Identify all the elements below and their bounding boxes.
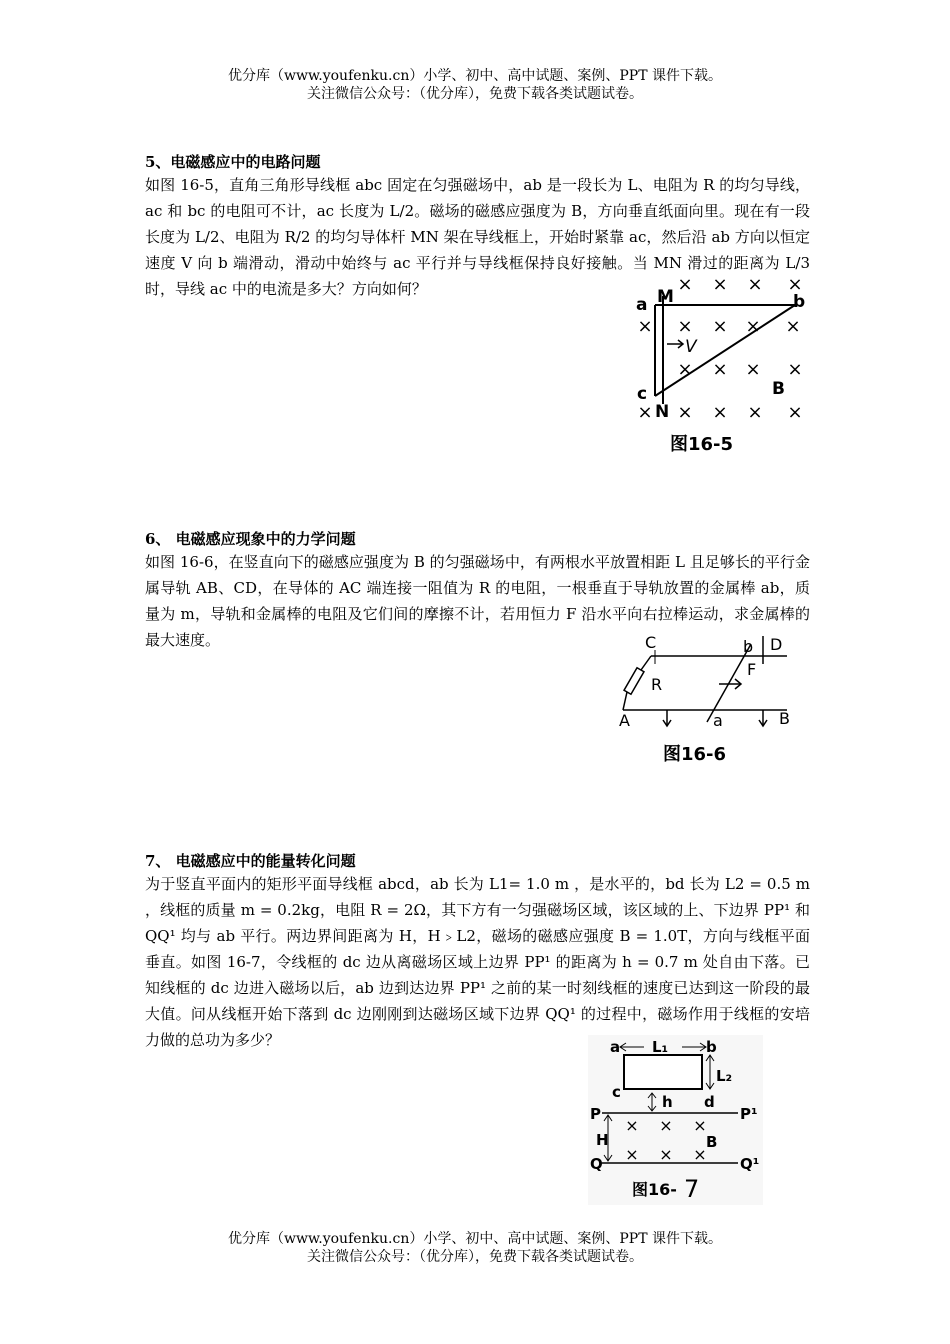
figure-16-7-caption-number: 7 xyxy=(684,1175,700,1203)
label-b: b xyxy=(743,637,754,656)
label-a: a xyxy=(713,711,723,730)
label-B: B xyxy=(706,1133,718,1151)
label-a: a xyxy=(610,1038,621,1056)
header-line-2: 关注微信公众号：（优分库），免费下载各类试题试卷。 xyxy=(307,86,643,102)
label-b: b xyxy=(793,292,806,312)
label-F: F xyxy=(747,660,757,679)
label-b: b xyxy=(706,1038,717,1056)
label-V: V xyxy=(685,337,697,357)
field-cross: × xyxy=(745,359,761,380)
section-7-body: 为于竖直平面内的矩形平面导线框 abcd，ab 长为 L1= 1.0 m ，是水平的，bd 长为 L2 = 0.5 m ，线框的质量 m = 0.2kg，电阻 R = 2Ω，其下方有一匀强磁场区域，该区域的上、下边界 PP¹ 和 QQ¹ 均与 ab 平行。两边界间距离为 H，H﹥L2，磁场的磁感应强度 B = 1.0T，方向与线框平面垂直。如图 16-7，令线框的 dc 边从离磁场区域上边界 PP¹ 的距离为 h = 0.7 m 处自由下落。已知线框的 dc 边进入磁场以后，ab 边到达边界 PP¹ 之前的某一时刻线框的速度已达到这一阶段的最大值。问从线框开始下落到 dc 边刚刚到达磁场区域下边界 QQ¹ 的过程中，磁场作用于线框的安培力做的总功为多少？ xyxy=(145,875,810,1049)
label-C: C xyxy=(645,633,657,652)
field-cross: × xyxy=(745,316,761,337)
field-cross: × xyxy=(677,274,693,295)
header-line-1: 优分库（www.youfenku.cn）小学、初中、高中试题、案例、PPT 课件下载。 xyxy=(227,68,722,84)
field-cross: × xyxy=(785,316,801,337)
label-c: c xyxy=(612,1083,621,1101)
field-cross: × xyxy=(712,359,728,380)
field-cross: × xyxy=(693,1145,707,1164)
label-Q: Q xyxy=(590,1155,603,1173)
field-cross: × xyxy=(747,402,763,423)
label-P1: P¹ xyxy=(740,1105,758,1123)
label-Q1: Q¹ xyxy=(740,1155,760,1173)
field-cross: × xyxy=(747,274,763,295)
figure-16-7 xyxy=(588,1035,763,1205)
field-cross: × xyxy=(625,1116,639,1135)
label-A: A xyxy=(619,711,630,730)
figure-16-7-caption-prefix: 图16- xyxy=(632,1180,677,1199)
field-cross: × xyxy=(693,1116,707,1135)
field-cross: × xyxy=(712,316,728,337)
field-cross: × xyxy=(659,1145,673,1164)
field-cross: × xyxy=(677,316,693,337)
section-6-title: 6、 电磁感应现象中的力学问题 xyxy=(145,530,356,548)
label-R: R xyxy=(651,675,663,694)
label-B: B xyxy=(779,709,790,728)
label-a: a xyxy=(636,295,648,315)
footer-line-2: 关注微信公众号：（优分库），免费下载各类试题试卷。 xyxy=(307,1249,643,1265)
label-L1: L₁ xyxy=(652,1038,669,1056)
section-7-title: 7、 电磁感应中的能量转化问题 xyxy=(145,852,356,870)
field-cross: × xyxy=(787,359,803,380)
figure-16-5 xyxy=(625,272,815,457)
label-M: M xyxy=(657,287,674,307)
section-5-title: 5、电磁感应中的电路问题 xyxy=(145,153,321,171)
field-cross: × xyxy=(637,402,653,423)
footer-line-1: 优分库（www.youfenku.cn）小学、初中、高中试题、案例、PPT 课件下载。 xyxy=(227,1231,722,1247)
section-6-body: 如图 16-6，在竖直向下的磁感应强度为 B 的匀强磁场中，有两根水平放置相距 L 且足够长的平行金属导轨 AB、CD，在导体的 AC 端连接一阻值为 R 的电阻，一根垂直于导轨放置的金属棒 ab，质量为 m，导轨和金属棒的电阻及它们间的摩擦不计，若用恒力 F 沿水平向右拉棒运动，求金属棒的最大速度。 xyxy=(145,553,810,649)
section-5-body: 如图 16-5，直角三角形导线框 abc 固定在匀强磁场中，ab 是一段长为 L、电阻为 R 的均匀导线，ac 和 bc 的电阻可不计，ac 长度为 L/2。磁场的磁感应强度为 B，方向垂直纸面向里。现在有一段长度为 L/2、电阻为 R/2 的均匀导体杆 MN 架在导线框上，开始时紧靠 ac，然后沿 ab 方向以恒定速度 V 向 b 端滑动，滑动中始终与 ac 平行并与导线框保持良好接触。当 MN 滑过的距离为 L/3 时，导线 ac 中的电流是多大？方向如何？ xyxy=(145,176,810,298)
label-N: N xyxy=(655,402,670,422)
figure-16-6 xyxy=(615,630,805,770)
field-cross: × xyxy=(677,359,693,380)
field-cross: × xyxy=(637,316,653,337)
field-cross: × xyxy=(712,402,728,423)
field-cross: × xyxy=(712,274,728,295)
label-L2: L₂ xyxy=(716,1067,733,1085)
figure-16-5-caption: 图16-5 xyxy=(670,434,734,455)
label-c: c xyxy=(637,384,648,404)
label-P: P xyxy=(590,1105,601,1123)
field-cross: × xyxy=(677,402,693,423)
label-B: B xyxy=(772,379,785,399)
label-d: d xyxy=(704,1093,715,1111)
label-h: h xyxy=(662,1093,673,1111)
figure-16-6-caption: 图16-6 xyxy=(663,744,727,765)
label-H: H xyxy=(596,1131,609,1149)
field-cross: × xyxy=(659,1116,673,1135)
field-cross: × xyxy=(625,1145,639,1164)
field-cross: × xyxy=(787,274,803,295)
label-D: D xyxy=(770,635,783,654)
field-cross: × xyxy=(787,402,803,423)
